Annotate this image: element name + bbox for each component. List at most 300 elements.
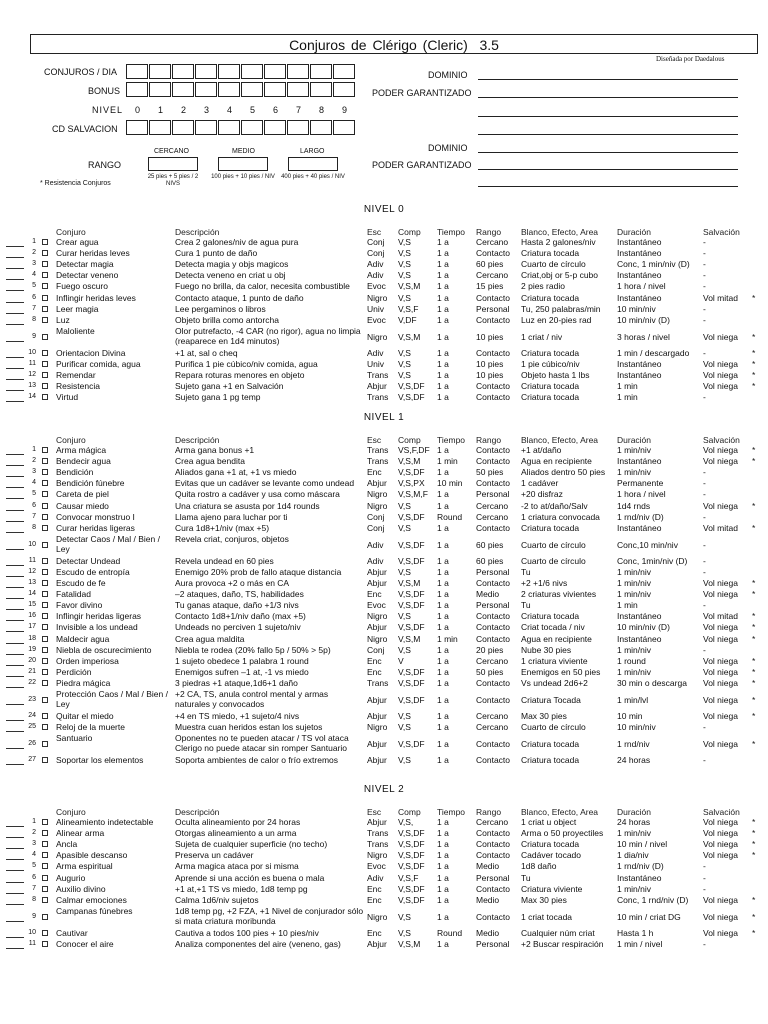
spell-target: +2 Buscar respiración [521, 938, 604, 949]
spell-target: Agua en recipiente [521, 633, 592, 644]
row-number: 10 [28, 348, 36, 356]
prepared-line[interactable] [6, 324, 24, 325]
spell-school: Abjur [367, 578, 387, 588]
spell-save: Vol niega [703, 622, 738, 633]
spell-checkbox[interactable] [42, 239, 48, 245]
spell-checkbox[interactable] [42, 469, 48, 475]
spell-row [0, 839, 768, 850]
spell-row [0, 304, 768, 315]
prepared-line[interactable] [6, 454, 24, 455]
row-number: 1 [32, 818, 36, 825]
prepared-line[interactable] [6, 764, 24, 765]
prepared-line[interactable] [6, 609, 24, 610]
spell-name: Curar heridas leves [56, 248, 130, 259]
spell-checkbox[interactable] [42, 886, 48, 892]
spell-checkbox[interactable] [42, 713, 48, 719]
largo-desc: 400 pies + 40 pies / NIV [281, 174, 345, 180]
spell-checkbox[interactable] [42, 819, 48, 825]
spell-comp: V,S [398, 611, 411, 622]
spell-desc: Purifica 1 pie cúbico/niv comida, agua [175, 358, 318, 369]
prepared-line[interactable] [6, 720, 24, 721]
spell-row [0, 326, 768, 348]
spell-name: Resistencia [56, 381, 100, 392]
spell-checkbox[interactable] [42, 636, 48, 642]
dominio-line-2[interactable] [478, 152, 738, 153]
spell-desc: Aliados gana +1 at, +1 vs miedo [175, 467, 297, 478]
spell-checkbox[interactable] [42, 591, 48, 597]
row-number: 2 [32, 457, 36, 465]
spell-resistance-mark: * [752, 655, 756, 666]
spell-time: Round [437, 511, 463, 522]
spell-checkbox[interactable] [42, 647, 48, 653]
spell-target: Tu [521, 872, 531, 883]
column-header: Rango [476, 435, 502, 445]
prepared-line[interactable] [6, 837, 24, 838]
spell-target: Criatura Tocada [521, 695, 581, 705]
spell-save: Vol niega [703, 711, 738, 721]
level-numbers [126, 105, 356, 115]
spell-row [0, 733, 768, 755]
spell-checkbox[interactable] [42, 295, 48, 301]
spell-checkbox[interactable] [42, 930, 48, 936]
spell-desc: Calma 1d6/niv sujetos [175, 894, 259, 905]
spell-time: 1 a [437, 739, 449, 750]
spell-range: Contacto [476, 314, 511, 325]
prepared-line[interactable] [6, 341, 24, 342]
prepared-line[interactable] [6, 904, 24, 905]
spell-time: 1 a [437, 467, 449, 478]
spell-target: Luz en 20-pies rad [521, 314, 592, 325]
prepared-line[interactable] [6, 848, 24, 849]
spell-save: - [703, 938, 706, 949]
spell-checkbox[interactable] [42, 941, 48, 947]
prepared-line[interactable] [6, 401, 24, 402]
prepared-line[interactable] [6, 937, 24, 938]
spell-target: Criatura tocada [521, 611, 580, 622]
column-header: Blanco, Efecto, Area [521, 435, 599, 445]
largo-box[interactable] [288, 157, 338, 171]
spell-checkbox[interactable] [42, 334, 48, 340]
spell-school: Evoc [367, 314, 386, 325]
spell-time: 1 min [437, 633, 458, 644]
credit-text: Diseñada por Daedalous [656, 55, 725, 63]
prepared-line[interactable] [6, 576, 24, 577]
spell-duration: 1 rnd/niv (D) [617, 861, 664, 872]
spell-save: Vol niega [703, 456, 738, 467]
spell-duration: 10 min / nivel [617, 839, 668, 850]
spell-checkbox[interactable] [42, 317, 48, 323]
spell-name: Orientacion Divina [56, 347, 126, 358]
column-header: Descripción [175, 807, 220, 817]
prepared-line[interactable] [6, 921, 24, 922]
prepared-line[interactable] [6, 246, 24, 247]
prepared-line[interactable] [6, 487, 24, 488]
spell-name: Maldecir agua [56, 633, 110, 644]
spell-name: Inflingir heridas ligeras [56, 611, 142, 622]
spell-checkbox[interactable] [42, 261, 48, 267]
spell-target: Criatura tocada [521, 739, 580, 750]
spell-row [0, 828, 768, 839]
spell-duration: Instantáneo [617, 370, 662, 380]
spell-row [0, 589, 768, 600]
spell-checkbox[interactable] [42, 361, 48, 367]
conjuros-dia-boxes[interactable] [126, 64, 356, 79]
spell-school: Conj [367, 511, 385, 522]
prepared-line[interactable] [6, 870, 24, 871]
spell-desc: Enemigo 20% prob de fallo ataque distancia [175, 566, 342, 577]
spell-range: 60 pies [476, 539, 504, 550]
spell-name: Luz [56, 314, 70, 325]
prepared-line[interactable] [6, 631, 24, 632]
spell-row [0, 259, 768, 270]
spell-target: 2 pies radio [521, 281, 565, 292]
spell-name: Conocer el aire [56, 938, 114, 949]
prepared-line[interactable] [6, 476, 24, 477]
spell-name: Detectar veneno [56, 270, 119, 281]
spell-target: Criatura tocada [521, 755, 580, 766]
prepared-line[interactable] [6, 565, 24, 566]
spell-school: Trans [367, 828, 389, 839]
row-number: 20 [28, 656, 36, 664]
spell-row [0, 884, 768, 895]
spell-target: 1 criatura convocada [521, 511, 600, 522]
prepared-line[interactable] [6, 379, 24, 380]
spell-checkbox[interactable] [42, 350, 48, 356]
spell-duration: 1 hora / nivel [617, 281, 666, 292]
spell-checkbox[interactable] [42, 514, 48, 520]
spell-desc: Tu ganas ataque, daño +1/3 nivs [175, 600, 299, 611]
page-title [30, 34, 758, 54]
spell-desc: Contacto ataque, 1 punto de daño [175, 292, 304, 303]
spell-checkbox[interactable] [42, 491, 48, 497]
spell-time: 1 a [437, 331, 449, 342]
prepared-line[interactable] [6, 465, 24, 466]
spell-range: 60 pies [476, 555, 504, 566]
spell-comp: V,S [398, 755, 411, 766]
spell-duration: 1 min [617, 392, 638, 403]
spell-checkbox[interactable] [42, 283, 48, 289]
prepared-line[interactable] [6, 654, 24, 655]
spell-name: Arma mágica [56, 445, 107, 455]
row-number: 6 [32, 501, 36, 509]
prepared-line[interactable] [6, 532, 24, 533]
spell-desc: +4 en TS miedo, +1 sujeto/4 nivs [175, 711, 300, 721]
spell-range: Personal [476, 566, 510, 577]
medio-desc: 100 pies + 10 pies / NIV [211, 174, 275, 180]
spell-row [0, 534, 768, 556]
spell-desc: Lee pergaminos o libros [175, 303, 266, 314]
spell-checkbox[interactable] [42, 613, 48, 619]
spell-comp: V,S,M [398, 331, 421, 342]
spell-desc: Detecta magia y objs magicos [175, 259, 289, 270]
row-number: 5 [32, 490, 36, 498]
spell-duration: 1 min [617, 600, 638, 611]
spell-name: Fuego oscuro [56, 281, 108, 292]
spell-range: Contacto [476, 633, 511, 644]
spell-checkbox[interactable] [42, 525, 48, 531]
spell-checkbox[interactable] [42, 724, 48, 730]
spell-checkbox[interactable] [42, 741, 48, 747]
prepared-line[interactable] [6, 859, 24, 860]
spell-desc: Repara roturas menores en objeto [175, 370, 305, 380]
spell-duration: 1 rnd/niv (D) [617, 511, 664, 522]
spell-range: Contacto [476, 392, 511, 403]
spell-comp: V,S,M [398, 633, 421, 644]
poder-line-2[interactable] [478, 169, 738, 170]
prepared-line[interactable] [6, 643, 24, 644]
spell-range: Contacto [476, 755, 511, 766]
spell-row [0, 281, 768, 292]
poder-line-1b[interactable] [478, 116, 738, 117]
row-number: 6 [32, 873, 36, 881]
spell-time: 1 a [437, 347, 449, 358]
spell-checkbox[interactable] [42, 669, 48, 675]
spell-save: Vol niega [703, 911, 738, 922]
spell-checkbox[interactable] [42, 542, 48, 548]
spell-range: Cercano [476, 270, 509, 281]
prepared-line[interactable] [6, 948, 24, 949]
spell-row [0, 611, 768, 622]
spell-school: Enc [367, 883, 382, 894]
spell-school: Trans [367, 677, 389, 688]
spell-name: Piedra mágica [56, 677, 111, 688]
spell-comp: V [398, 655, 404, 666]
column-header: Duración [617, 227, 652, 237]
spell-resistance-mark: * [752, 695, 756, 705]
spell-target: 1 pie cúbico/niv [521, 358, 580, 369]
spell-range: Personal [476, 303, 510, 314]
poder-line-1[interactable] [478, 97, 738, 98]
spell-desc: 3 piedras +1 ataque,1d6+1 daño [175, 677, 298, 688]
column-header: Blanco, Efecto, Area [521, 227, 599, 237]
spell-time: 1 a [437, 370, 449, 380]
spell-duration: 1 min/niv [617, 445, 652, 455]
spell-range: Personal [476, 489, 510, 500]
spell-desc: Crea 2 galones/niv de agua pura [175, 237, 299, 247]
prepared-line[interactable] [6, 510, 24, 511]
spell-checkbox[interactable] [42, 372, 48, 378]
dominio-line-1[interactable] [478, 79, 738, 80]
spell-checkbox[interactable] [42, 852, 48, 858]
spell-range: Contacto [476, 381, 511, 392]
spell-checkbox[interactable] [42, 830, 48, 836]
prepared-line[interactable] [6, 357, 24, 358]
row-number: 11 [28, 939, 36, 947]
spell-school: Adiv [367, 539, 384, 550]
spell-duration: 1 min/niv [617, 589, 652, 600]
spell-range: Contacto [476, 522, 511, 533]
spell-range: Cercano [476, 655, 509, 666]
spell-comp: V,S,M [398, 578, 421, 588]
spell-desc: 1d8 temp pg, +2 FZA, +1 Nivel de conjurador sólo si mata criatura moribunda [175, 905, 364, 926]
spell-school: Enc [367, 666, 382, 677]
cd-salvacion-boxes[interactable] [126, 120, 356, 135]
spell-duration: Conc, 1 min/niv (D) [617, 259, 690, 270]
spell-checkbox[interactable] [42, 602, 48, 608]
prepared-line[interactable] [6, 279, 24, 280]
spell-duration: 10 min/niv (D) [617, 622, 670, 633]
spell-comp: V,S [398, 370, 411, 380]
spell-checkbox[interactable] [42, 658, 48, 664]
spell-checkbox[interactable] [42, 558, 48, 564]
row-number: 6 [32, 293, 36, 301]
prepared-line[interactable] [6, 257, 24, 258]
spell-time: 1 a [437, 445, 449, 455]
spell-time: 1 a [437, 555, 449, 566]
spell-comp: V,S,M [398, 938, 421, 949]
spell-resistance-mark: * [752, 347, 756, 358]
spell-duration: 1 min/niv [617, 566, 652, 577]
spell-duration: Conc, 1 rnd/niv (D) [617, 894, 689, 905]
spell-checkbox[interactable] [42, 680, 48, 686]
spell-desc: Soporta ambientes de calor o frío extremos [175, 755, 338, 766]
poder-line-1c[interactable] [478, 134, 738, 135]
spell-time: 1 a [437, 489, 449, 500]
spell-time: 1 min [437, 456, 458, 467]
spell-comp: V,S,DF [398, 539, 425, 550]
column-header: Tiempo [437, 435, 466, 445]
spell-resistance-mark: * [752, 927, 756, 938]
spell-checkbox[interactable] [42, 624, 48, 630]
spell-comp: V,S,DF [398, 555, 425, 566]
prepared-line[interactable] [6, 587, 24, 588]
spell-desc: Objeto brilla como antorcha [175, 314, 279, 325]
spell-checkbox[interactable] [42, 580, 48, 586]
spell-resistance-mark: * [752, 381, 756, 392]
spell-checkbox[interactable] [42, 897, 48, 903]
spell-save: - [703, 755, 706, 766]
poder-line-2b[interactable] [478, 186, 738, 187]
spell-range: Cercano [476, 722, 509, 733]
poder-label-2: PODER GARANTIZADO [372, 160, 472, 170]
spell-school: Abjur [367, 622, 387, 633]
prepared-line[interactable] [6, 268, 24, 269]
spell-name: Inflingir heridas leves [56, 292, 136, 303]
spell-range: Contacto [476, 445, 511, 455]
spell-desc: Oponentes no te pueden atacar / TS vol ataca Clerigo no puede atacar sin romper Santuario [175, 733, 349, 754]
spell-save: - [703, 303, 706, 314]
prepared-line[interactable] [6, 748, 24, 749]
prepared-line[interactable] [6, 549, 24, 550]
spell-range: Contacto [476, 578, 511, 588]
spell-range: Contacto [476, 248, 511, 259]
spell-duration: Conc, 1min/niv (D) [617, 555, 688, 566]
spell-comp: V,S,DF [398, 392, 425, 403]
spell-desc: Niebla te rodea (20% fallo 5p / 50% > 5p) [175, 644, 331, 655]
cercano-box[interactable] [148, 157, 198, 171]
spell-checkbox[interactable] [42, 875, 48, 881]
spell-checkbox[interactable] [42, 383, 48, 389]
spell-checkbox[interactable] [42, 480, 48, 486]
row-number: 27 [28, 756, 36, 764]
spell-range: 15 pies [476, 281, 504, 292]
spell-checkbox[interactable] [42, 272, 48, 278]
spell-desc: Olor putrefacto, -4 CAR (no rigor), agua no limpia (reaparece en 1d4 minutos) [175, 325, 361, 346]
spell-checkbox[interactable] [42, 250, 48, 256]
row-number: 12 [28, 567, 36, 575]
prepared-line[interactable] [6, 893, 24, 894]
prepared-line[interactable] [6, 704, 24, 705]
spell-checkbox[interactable] [42, 757, 48, 763]
prepared-line[interactable] [6, 598, 24, 599]
prepared-line[interactable] [6, 676, 24, 677]
spell-duration: 1d4 rnds [617, 500, 651, 511]
row-number: 18 [28, 634, 36, 642]
spell-range: Cercano [476, 817, 509, 827]
spell-desc: Sujeto gana 1 pg temp [175, 392, 261, 403]
prepared-line[interactable] [6, 521, 24, 522]
spell-comp: V,S [398, 358, 411, 369]
level-number: 7 [295, 105, 301, 115]
spell-range: Contacto [476, 478, 511, 489]
spell-time: 1 a [437, 861, 449, 872]
spell-checkbox[interactable] [42, 569, 48, 575]
spell-resistance-mark: * [752, 370, 756, 380]
row-number: 3 [32, 260, 36, 268]
row-number: 1 [32, 446, 36, 453]
column-header: Descripción [175, 227, 220, 237]
prepared-line[interactable] [6, 731, 24, 732]
spell-checkbox[interactable] [42, 841, 48, 847]
spell-duration: Instantáneo [617, 270, 662, 281]
spell-save: Vol niega [703, 828, 738, 839]
spell-name: Crear agua [56, 237, 99, 247]
spell-school: Abjur [367, 711, 387, 721]
spell-row [0, 478, 768, 489]
spell-checkbox[interactable] [42, 697, 48, 703]
spell-time: 1 a [437, 839, 449, 850]
spell-comp: V,DF [398, 314, 417, 325]
prepared-line[interactable] [6, 368, 24, 369]
spell-checkbox[interactable] [42, 503, 48, 509]
prepared-line[interactable] [6, 302, 24, 303]
spell-school: Nigro [367, 500, 388, 511]
prepared-line[interactable] [6, 687, 24, 688]
spell-name: Bendición [56, 467, 94, 478]
prepared-line[interactable] [6, 826, 24, 827]
spell-range: Medio [476, 589, 500, 600]
spell-checkbox[interactable] [42, 863, 48, 869]
prepared-line[interactable] [6, 498, 24, 499]
column-header: Comp [398, 435, 421, 445]
spell-checkbox[interactable] [42, 306, 48, 312]
spell-checkbox[interactable] [42, 394, 48, 400]
prepared-line[interactable] [6, 665, 24, 666]
medio-box[interactable] [218, 157, 268, 171]
spell-checkbox[interactable] [42, 914, 48, 920]
prepared-line[interactable] [6, 313, 24, 314]
spell-checkbox[interactable] [42, 458, 48, 464]
spell-comp: V,S,DF [398, 381, 425, 392]
prepared-line[interactable] [6, 290, 24, 291]
spell-row [0, 556, 768, 567]
spell-target: Nube 30 pies [521, 644, 572, 655]
prepared-line[interactable] [6, 882, 24, 883]
spell-checkbox[interactable] [42, 447, 48, 453]
bonus-boxes[interactable] [126, 82, 356, 97]
spell-row [0, 467, 768, 478]
prepared-line[interactable] [6, 390, 24, 391]
prepared-line[interactable] [6, 620, 24, 621]
spell-duration: 3 horas / nivel [617, 331, 670, 342]
spell-target: 1 criat tocada [521, 911, 573, 922]
spell-save: Vol niega [703, 850, 738, 861]
spell-target: Criatura tocada [521, 292, 580, 303]
spell-row [0, 456, 768, 467]
spell-time: 1 a [437, 539, 449, 550]
spell-save: Vol niega [703, 633, 738, 644]
spell-row [0, 817, 768, 828]
